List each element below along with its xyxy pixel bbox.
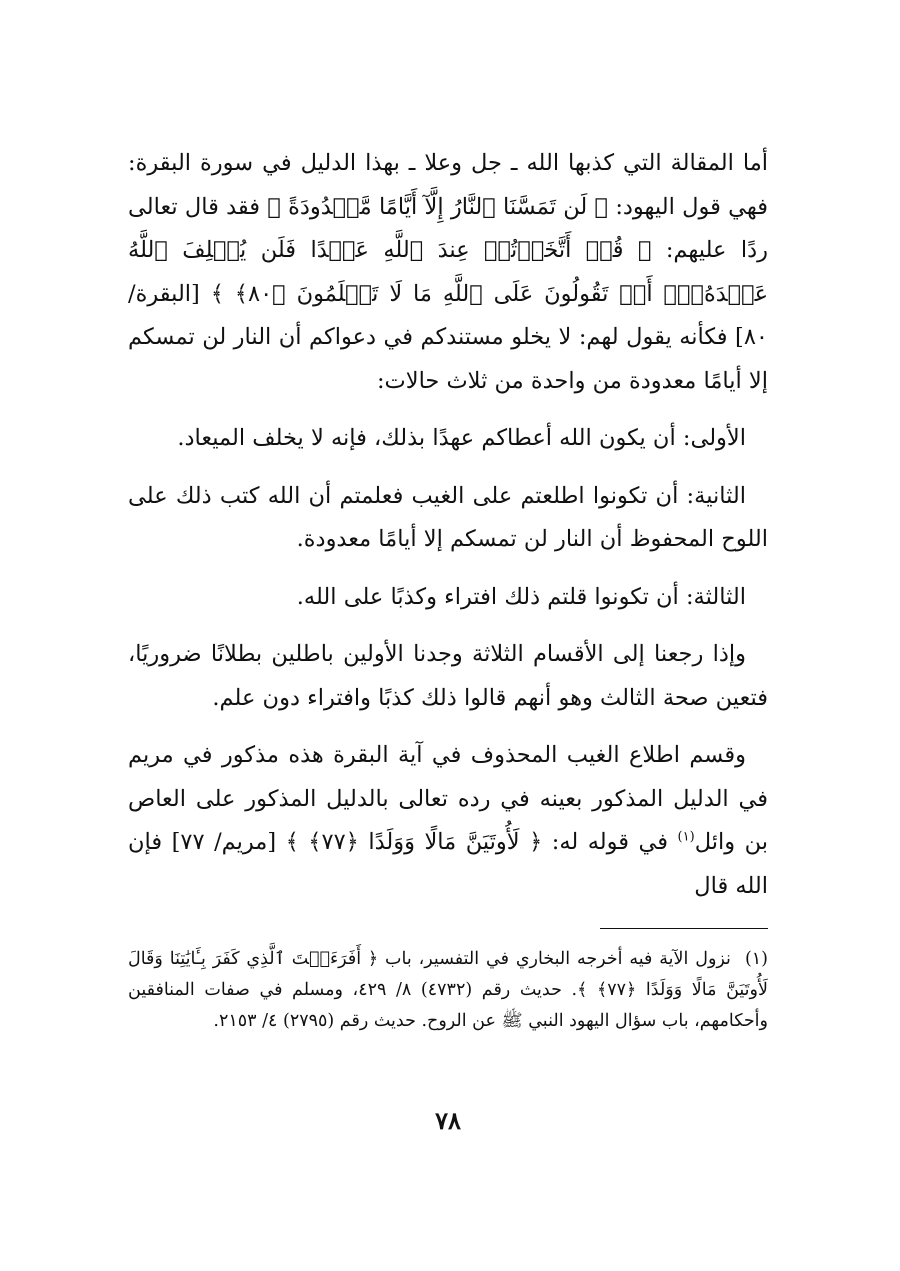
paragraph-conclusion: وإذا رجعنا إلى الأقسام الثلاثة وجدنا الأولين باطلين بطلانًا ضروريًا، فتعين صحة الثالث وهو أنهم قالوا ذلك كذبًا وافتراء دون علم. xyxy=(128,641,768,711)
page-number: ٧٨ xyxy=(435,1106,461,1135)
footnote xyxy=(128,944,768,1037)
main-text xyxy=(128,142,768,922)
footnote-marker: (١) xyxy=(677,829,695,845)
footnote-text: نزول الآية فيه أخرجه البخاري في التفسير، باب ﴿ أَفَرَءَيۡتَ ٱلَّذِي كَفَرَ بِـَٔايَٰتِنَا وَقَالَ لَأُوتَيَنَّ مَالًا وَوَلَدًا ﴿٧٧﴾ ﴾. حديث رقم (٤٧٣٢) ٨/ ٤٢٩، ومسلم في صفات المنافقين وأحكامهم، باب سؤال اليهود النبي ﷺ عن الروح. حديث رقم (٢٧٩٥) ٤/ ٢١٥٣. xyxy=(128,949,768,1031)
paragraph-maryam-reference xyxy=(128,734,768,908)
paragraph-second-case: الثانية: أن تكونوا اطلعتم على الغيب فعلمتم أن الله كتب ذلك على اللوح المحفوظ أن النار لن تمسكم إلا أيامًا معدودة. xyxy=(128,482,768,552)
paragraph-maryam-text-after: في قوله له: ﴿ لَأُوتَيَنَّ مَالًا وَوَلَدًا ﴿٧٧﴾ ﴾ [مريم/ ٧٧] فإن الله قال xyxy=(128,829,768,899)
footnote-divider xyxy=(600,928,768,929)
footnote-number: (١) xyxy=(744,949,768,969)
paragraph-third-case: الثالثة: أن تكونوا قلتم ذلك افتراء وكذبًا على الله. xyxy=(296,583,746,610)
paragraph-maryam-text-before: وقسم اطلاع الغيب المحذوف في آية البقرة هذه مذكور في مريم في الدليل المذكور بعينه في رده تعالى بالدليل المذكور على العاص بن وائل xyxy=(128,742,768,855)
paragraph-intro: أما المقالة التي كذبها الله ـ جل وعلا ـ بهذا الدليل في سورة البقرة: فهي قول اليهود: ﴿ لَن تَمَسَّنَا ٱلنَّارُ إِلَّآ أَيَّامًا مَّعۡدُودَةً ﴾ فقد قال تعالى ردًا عليهم: ﴿ قُلۡ أَتَّخَذۡتُمۡ عِندَ ٱللَّهِ عَهۡدًا فَلَن يُخۡلِفَ ٱللَّهُ عَهۡدَهُۥٓۖ أَمۡ تَقُولُونَ عَلَى ٱللَّهِ مَا لَا تَعۡلَمُونَ ﴿٨٠﴾ ﴾ [البقرة/ ٨٠] فكأنه يقول لهم: لا يخلو مستندكم في دعواكم أن النار لن تمسكم إلا أيامًا معدودة من واحدة من ثلاث حالات: xyxy=(128,150,768,394)
book-page xyxy=(128,0,768,1271)
paragraph-first-case: الأولى: أن يكون الله أعطاكم عهدًا بذلك، فإنه لا يخلف الميعاد. xyxy=(177,425,746,451)
